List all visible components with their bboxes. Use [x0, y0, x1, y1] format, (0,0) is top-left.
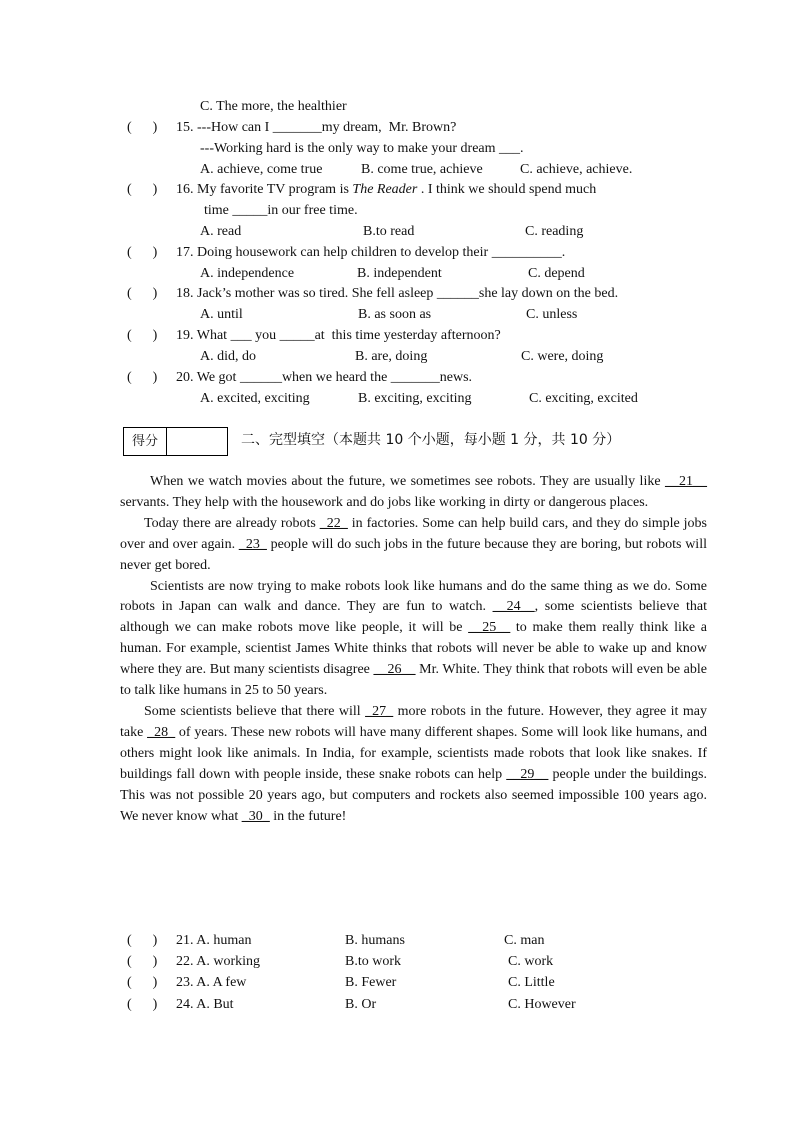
passage-text: Some scientists believe that there will: [144, 703, 366, 719]
passage-paragraph-2: [120, 514, 707, 577]
q20-answer-bracket[interactable]: ( ): [127, 370, 158, 385]
q23-answer-bracket[interactable]: ( ): [127, 975, 158, 990]
q19-stem: 19. What ___ you _____at this time yesterday afternoon?: [176, 328, 501, 343]
blank-25[interactable]: __25__: [468, 620, 511, 636]
passage-text: in the future!: [269, 808, 347, 824]
q22-option-c: C. work: [508, 954, 554, 969]
q15-option-c: C. achieve, achieve.: [520, 162, 633, 177]
q15-stem: 15. ---How can I _______my dream, Mr. Brown?: [176, 120, 457, 135]
q17-option-b: B. independent: [357, 266, 442, 281]
passage-text: , some scientists believe that although we can make robots move like people, it will be: [120, 599, 707, 636]
q17-answer-bracket[interactable]: ( ): [127, 245, 158, 260]
q16-answer-bracket[interactable]: ( ): [127, 182, 158, 197]
q20-stem: 20. We got ______when we heard the _______news.: [176, 370, 473, 385]
passage-text: people will do such jobs in the future because they are boring, but robots will never get bored.: [120, 536, 707, 573]
passage-text: When we watch movies about the future, we sometimes see robots. They are usually like: [150, 474, 665, 489]
passage-paragraph-3: [120, 577, 707, 702]
q14-option-c: C. The more, the healthier: [200, 99, 347, 114]
q24-option-a: 24. A. But: [176, 997, 234, 1012]
blank-27[interactable]: _27_: [365, 703, 394, 719]
q18-option-c: C. unless: [526, 307, 578, 322]
q15-stem-2: ---Working hard is the only way to make your dream ___.: [200, 141, 524, 156]
q22-option-a: 22. A. working: [176, 954, 260, 969]
passage-text: servants. They help with the housework and do jobs like working in dirty or dangerous places.: [120, 494, 649, 510]
blank-26[interactable]: __26__: [373, 662, 416, 678]
passage-text: Today there are already robots: [144, 515, 320, 531]
q23-option-a: 23. A. A few: [176, 975, 247, 990]
passage-text: Mr. White. They think that robots will even be able to talk like humans in 25 to 50 years.: [120, 662, 707, 699]
q20-option-c: C. exciting, excited: [529, 391, 638, 406]
q23-option-c: C. Little: [508, 975, 555, 990]
q16-stem-2: time _____in our free time.: [204, 203, 358, 218]
score-label: 得分: [124, 428, 167, 455]
q16-option-b: B.to read: [363, 224, 415, 239]
blank-22[interactable]: _22_: [319, 515, 348, 531]
q19-option-c: C. were, doing: [521, 349, 604, 364]
passage-paragraph-1: [120, 472, 707, 514]
blank-21[interactable]: __21__: [665, 474, 707, 489]
q16-stem-a: 16. My favorite TV program is: [176, 182, 353, 197]
score-input-cell[interactable]: [167, 428, 227, 455]
cloze-passage: [120, 472, 707, 827]
q15-option-a: A. achieve, come true: [200, 162, 323, 177]
passage-text: in factories. Some can help build cars, and they do simple jobs over and over again.: [120, 515, 707, 552]
q22-option-b: B.to work: [345, 954, 401, 969]
passage-text: to make them really think like a human. For example, scientist James White thinks that robots will never be able to wake up and know where they are. But many scientists disagree: [120, 620, 707, 678]
passage-text: people under the buildings. This was not possible 20 years ago, but computers and rockets also seemed impossible 100 years ago. We never know what: [120, 766, 707, 824]
blank-28[interactable]: _28_: [147, 724, 176, 740]
q24-answer-bracket[interactable]: ( ): [127, 997, 158, 1012]
passage-text: of years. These new robots will have many different shapes. Some will look like humans, and others might look like animals. In India, for example, scientists made robots that look like snakes. If buildings fall down with people inside, these snake robots can help: [120, 724, 707, 782]
q17-option-a: A. independence: [200, 266, 295, 281]
blank-24[interactable]: __24__: [492, 599, 535, 615]
q22-answer-bracket[interactable]: ( ): [127, 954, 158, 969]
q23-option-b: B. Fewer: [345, 975, 397, 990]
q16-program-title: The Reader: [352, 182, 418, 197]
q16-option-a: A. read: [200, 224, 242, 239]
q18-option-b: B. as soon as: [358, 307, 432, 322]
q21-option-a: 21. A. human: [176, 933, 252, 948]
q20-option-a: A. excited, exciting: [200, 391, 310, 406]
q24-option-b: B. Or: [345, 997, 377, 1012]
q15-option-b: B. come true, achieve: [361, 162, 483, 177]
q19-option-a: A. did, do: [200, 349, 256, 364]
passage-text: Scientists are now trying to make robots look like humans and do the same thing as we do. Some robots in Japan can walk and dance. They are fun to watch.: [120, 578, 707, 615]
q24-option-c: C. However: [508, 997, 576, 1012]
q21-option-c: C. man: [504, 933, 545, 948]
blank-29[interactable]: __29__: [506, 766, 549, 782]
q21-option-b: B. humans: [345, 933, 405, 948]
q18-option-a: A. until: [200, 307, 243, 322]
q19-option-b: B. are, doing: [355, 349, 428, 364]
q17-option-c: C. depend: [528, 266, 585, 281]
q15-answer-bracket[interactable]: ( ): [127, 120, 158, 135]
q16-option-c: C. reading: [525, 224, 584, 239]
q20-option-b: B. exciting, exciting: [358, 391, 472, 406]
score-box: [123, 427, 228, 456]
passage-paragraph-4: [120, 702, 707, 827]
q17-stem: 17. Doing housework can help children to develop their __________.: [176, 245, 566, 260]
q18-stem: 18. Jack’s mother was so tired. She fell asleep ______she lay down on the bed.: [176, 286, 619, 301]
q21-answer-bracket[interactable]: ( ): [127, 933, 158, 948]
q19-answer-bracket[interactable]: ( ): [127, 328, 158, 343]
passage-text: more robots in the future. However, they agree it may take: [120, 703, 707, 740]
q16-stem-b: . I think we should spend much: [417, 182, 597, 197]
blank-30[interactable]: _30_: [241, 808, 270, 824]
q18-answer-bracket[interactable]: ( ): [127, 286, 158, 301]
q16-stem: [176, 181, 596, 199]
section-title: 二、完型填空（本题共 10 个小题，每小题 1 分，共 10 分）: [241, 432, 621, 448]
blank-23[interactable]: _23_: [238, 536, 267, 552]
